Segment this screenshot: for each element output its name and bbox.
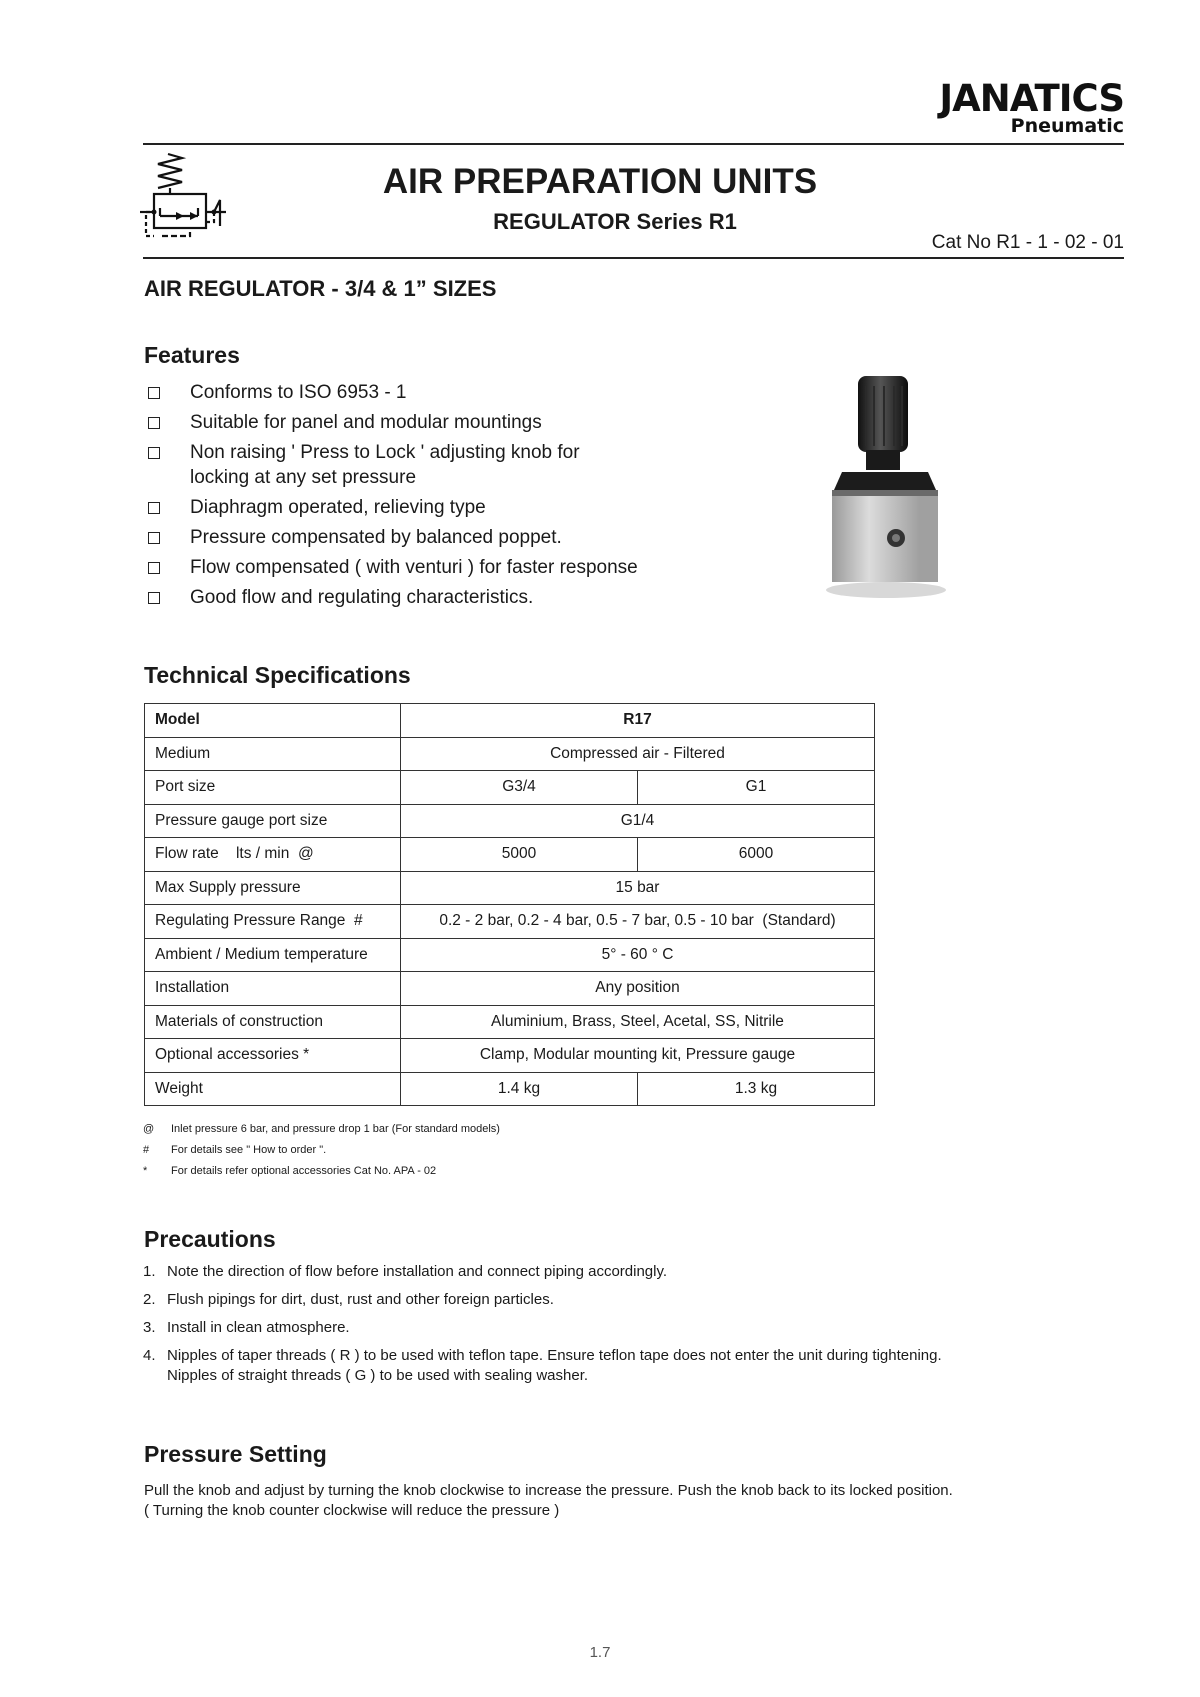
table-row: Ambient / Medium temperature 5° - 60 ° C	[145, 938, 875, 972]
checkbox-icon	[148, 562, 160, 574]
features-list	[148, 380, 708, 615]
list-item: 1. Note the direction of flow before installation and connect piping accordingly.	[143, 1263, 668, 1280]
checkbox-icon	[148, 532, 160, 544]
features-heading: Features	[144, 342, 240, 368]
pressure-setting-heading: Pressure Setting	[144, 1441, 327, 1467]
table-row: Medium Compressed air - Filtered	[145, 737, 875, 771]
pressure-setting-text: Pull the knob and adjust by turning the knob clockwise to increase the pressure. Push the knob back to its locked position. ( Turning the knob counter clockwise will reduce the pressure )	[144, 1482, 953, 1519]
table-row: Installation Any position	[145, 972, 875, 1006]
feature-item: Conforms to ISO 6953 - 1	[148, 380, 708, 405]
table-row: Flow rate lts / min @ 5000 6000	[145, 838, 875, 872]
table-row: Regulating Pressure Range # 0.2 - 2 bar, 0.2 - 4 bar, 0.5 - 7 bar, 0.5 - 10 bar (Standard)	[145, 905, 875, 939]
precautions-heading: Precautions	[144, 1226, 276, 1252]
feature-item: Diaphragm operated, relieving type	[148, 495, 708, 520]
main-title: AIR PREPARATION UNITS	[382, 162, 818, 201]
feature-item: Non raising ' Press to Lock ' adjusting knob for	[148, 440, 708, 465]
header-bottom-divider	[143, 257, 1124, 259]
table-row: Optional accessories * Clamp, Modular mounting kit, Pressure gauge	[145, 1039, 875, 1073]
regulator-product-image	[820, 372, 960, 604]
table-row: Pressure gauge port size G1/4	[145, 804, 875, 838]
specs-heading: Technical Specifications	[144, 662, 411, 688]
footnote: @ Inlet pressure 6 bar, and pressure drop 1 bar (For standard models)	[143, 1123, 500, 1135]
feature-item: Flow compensated ( with venturi ) for faster response	[148, 555, 708, 580]
table-row: Materials of construction Aluminium, Brass, Steel, Acetal, SS, Nitrile	[145, 1005, 875, 1039]
list-item: 3. Install in clean atmosphere.	[143, 1319, 350, 1336]
feature-item: Suitable for panel and modular mountings	[148, 410, 708, 435]
section-title: AIR REGULATOR - 3/4 & 1” SIZES	[144, 276, 497, 301]
table-footnotes	[143, 1119, 500, 1182]
footnote: # For details see " How to order ".	[143, 1144, 327, 1156]
footnote: * For details refer optional accessories Cat No. APA - 02	[143, 1165, 437, 1177]
table-row	[145, 704, 875, 738]
table-row: Weight 1.4 kg 1.3 kg	[145, 1072, 875, 1106]
catalog-number: Cat No R1 - 1 - 02 - 01	[931, 232, 1124, 253]
sub-title: REGULATOR Series R1	[493, 209, 737, 234]
checkbox-icon	[148, 592, 160, 604]
brand-name: JANATICS	[939, 77, 1124, 120]
checkbox-icon	[148, 502, 160, 514]
feature-item: Pressure compensated by balanced poppet.	[148, 525, 708, 550]
model-value: R17	[401, 704, 875, 738]
model-label: Model	[145, 704, 401, 738]
checkbox-icon	[148, 417, 160, 429]
page-number: 1.7	[589, 1644, 611, 1661]
list-item: 4. Nipples of taper threads ( R ) to be used with teflon tape. Ensure teflon tape does not enter the unit during tightening. Nipples of straight threads ( G ) to be used with sealing washer.	[143, 1347, 942, 1384]
feature-item: Good flow and regulating characteristics.	[148, 585, 708, 610]
top-divider	[143, 143, 1124, 145]
checkbox-icon	[148, 387, 160, 399]
feature-item-continued: locking at any set pressure	[190, 467, 417, 488]
table-row: Port size G3/4 G1	[145, 771, 875, 805]
brand-sub: Pneumatic	[1010, 115, 1124, 137]
brand-logo	[939, 77, 1124, 137]
list-item: 2. Flush pipings for dirt, dust, rust and other foreign particles.	[143, 1291, 554, 1308]
table-row: Max Supply pressure 15 bar	[145, 871, 875, 905]
checkbox-icon	[148, 447, 160, 459]
specs-table	[144, 703, 875, 1106]
precautions-list	[143, 1262, 1123, 1394]
